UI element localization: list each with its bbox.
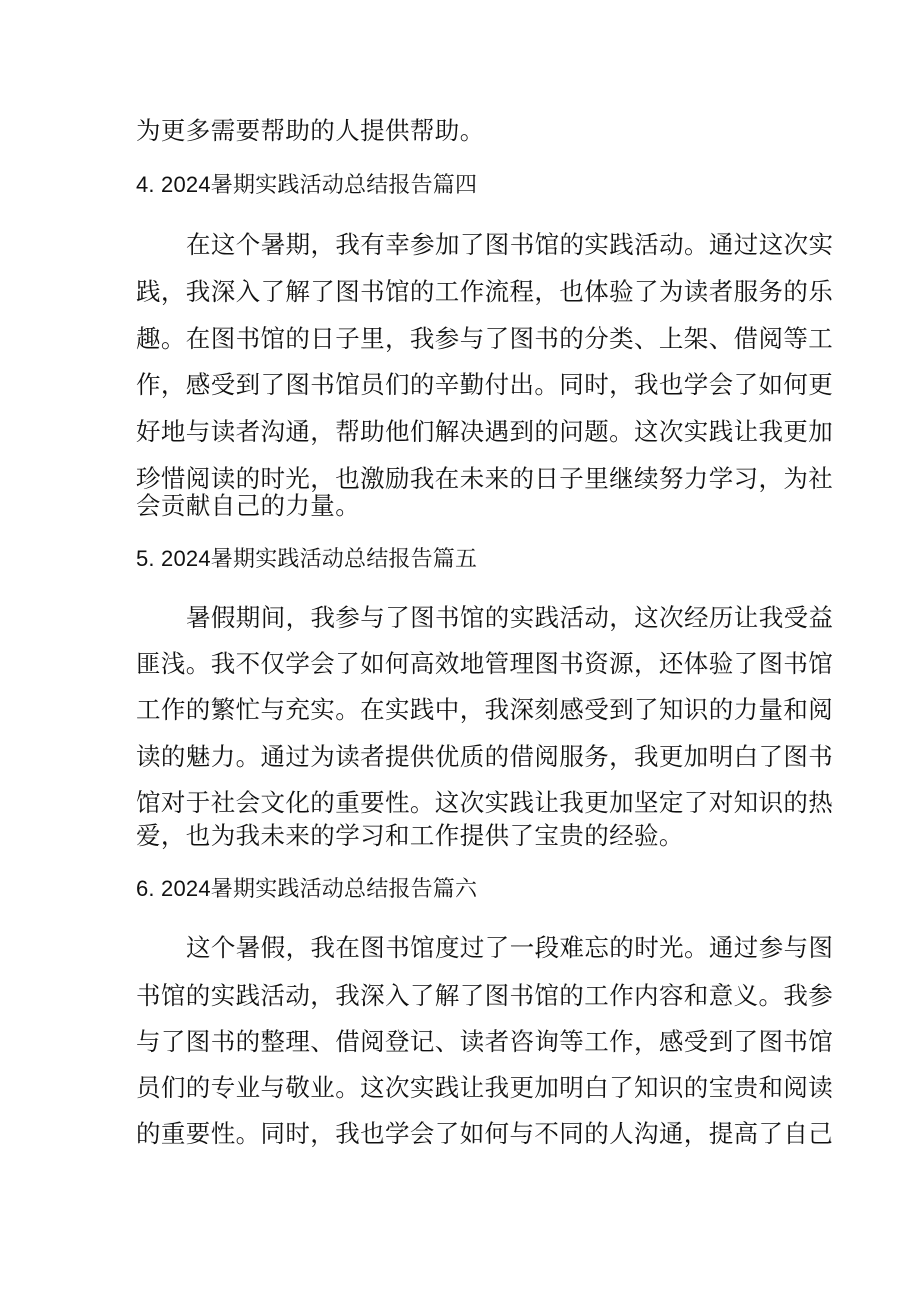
paragraph-line: 的重要性。同时，我也学会了如何与不同的人沟通，提高了自己 [136, 1119, 834, 1148]
section-heading-6: 6. 2024暑期实践活动总结报告篇六 [136, 876, 478, 901]
section-heading-4: 4. 2024暑期实践活动总结报告篇四 [136, 172, 478, 197]
paragraph-line: 好地与读者沟通，帮助他们解决遇到的问题。这次实践让我更加 [136, 417, 834, 446]
paragraph-line: 为更多需要帮助的人提供帮助。 [136, 116, 485, 145]
paragraph-line: 读的魅力。通过为读者提供优质的借阅服务，我更加明白了图书 [136, 742, 834, 771]
paragraph-line: 趣。在图书馆的日子里，我参与了图书的分类、上架、借阅等工 [136, 324, 834, 353]
paragraph-line: 践，我深入了解了图书馆的工作流程，也体验了为读者服务的乐 [136, 277, 834, 306]
paragraph-line: 暑假期间，我参与了图书馆的实践活动，这次经历让我受益 [186, 603, 834, 632]
paragraph-line: 这个暑假，我在图书馆度过了一段难忘的时光。通过参与图 [186, 933, 834, 962]
paragraph-line: 书馆的实践活动，我深入了解了图书馆的工作内容和意义。我参 [136, 981, 834, 1010]
section-heading-5: 5. 2024暑期实践活动总结报告篇五 [136, 546, 478, 571]
paragraph-line: 员们的专业与敬业。这次实践让我更加明白了知识的宝贵和阅读 [136, 1073, 834, 1102]
paragraph-line: 作，感受到了图书馆员们的辛勤付出。同时，我也学会了如何更 [136, 370, 834, 399]
paragraph-line: 工作的繁忙与充实。在实践中，我深刻感受到了知识的力量和阅 [136, 695, 834, 724]
paragraph-line: 在这个暑期，我有幸参加了图书馆的实践活动。通过这次实 [186, 230, 834, 259]
paragraph-line: 会贡献自己的力量。 [136, 491, 361, 520]
paragraph-line: 馆对于社会文化的重要性。这次实践让我更加坚定了对知识的热 [136, 788, 834, 817]
paragraph-line: 与了图书的整理、借阅登记、读者咨询等工作，感受到了图书馆 [136, 1027, 834, 1056]
paragraph-line: 珍惜阅读的时光，也激励我在未来的日子里继续努力学习，为社 [136, 464, 834, 493]
paragraph-line: 匪浅。我不仅学会了如何高效地管理图书资源，还体验了图书馆 [136, 649, 834, 678]
paragraph-line: 爱，也为我未来的学习和工作提供了宝贵的经验。 [136, 821, 684, 850]
